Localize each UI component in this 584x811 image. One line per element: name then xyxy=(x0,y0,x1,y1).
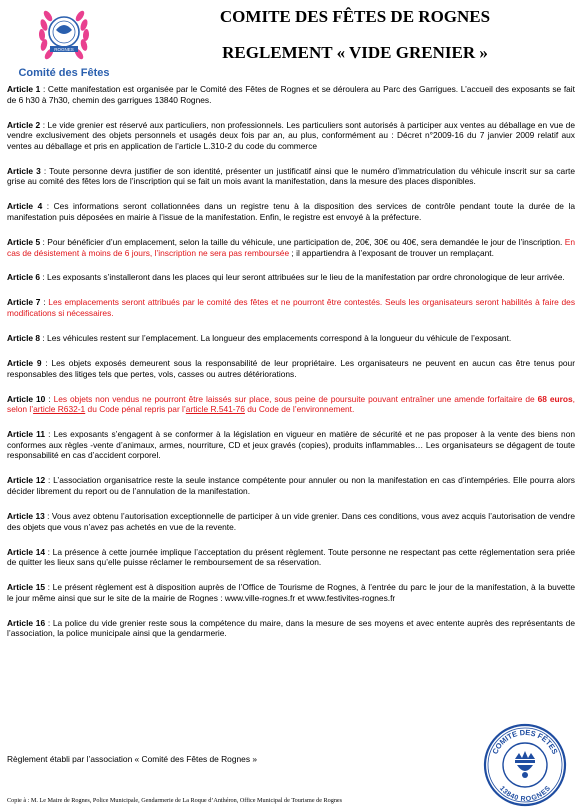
article-8: Article 8 : Les véhicules restent sur l’emplacement. La longueur des emplacements correspond à la longueur du véhicule de l’exposant. xyxy=(7,333,512,344)
article-text: Le vide grenier est réservé aux particuliers, non professionnels. Les particuliers sont autorisés à participer aux ventes au déballage en vue de vendre exclusivement des objets personnels et usagés deux fois par an, au plus, conformément au : Décret n°2009-16 du 7 janvier 2009 relatif aux ventes au déballage et pris en application de l’article L.310-2 du code du commerce xyxy=(7,119,575,151)
article-label: Article 14 xyxy=(7,546,46,557)
article-red-text: Les emplacements seront attribués par le comité des fêtes et ne pourront être contestés. Seuls les organisateurs seront habilités à faire des modifications si nécessaires. xyxy=(7,297,576,319)
article-label: Article 4 xyxy=(7,201,43,212)
article-text: Cette manifestation est organisée par le Comité des Fêtes de Rognes et se déroulera au Parc des Garrigues. L’accueil des exposants se fait de 6 h30 à 7h30, chemin des garrigues 13840 Rognes. xyxy=(7,84,575,105)
article-text: Le présent règlement est à disposition auprès de l’Office de Tourisme de Rognes, à l’entrée du parc le jour de la manifestation, à la buvette le jour même ainsi que sur le site de la mairie de Rognes : www.ville-rognes.fr et www.festivites-rognes.fr xyxy=(7,582,575,603)
article-9: Article 9 : Les objets exposés demeurent sous la responsabilité de leur propriétaire. Les organisateurs ne peuvent en aucun cas être tenus pour responsables des litiges tels que pertes, vols, casses ou autres détériorations. xyxy=(7,358,575,379)
fine-amount: 68 euros xyxy=(537,393,573,404)
article-4: Article 4 : Ces informations seront collationnées dans un registre tenu à la disposition des services de contrôle pendant toute la durée de la manifestation puis déposées en mairie à l’issue de la manifestation. Enfin, le registre est envoyé à la préfecture. xyxy=(7,201,575,222)
article-text: La police du vide grenier reste sous la compétence du maire, dans la mesure de ses moyens et avec entente auprès des représentants de l’association, la police municipale ainsi que la gendarmerie. xyxy=(7,617,575,639)
article-2: Article 2 : Le vide grenier est réservé aux particuliers, non professionnels. Les particuliers sont autorisés à participer aux ventes au déballage en vue de vendre exclusivement des objets personnels et usagés deux fois par an, au plus, conformément au : Décret n°2009-16 du 7 janvier 2009 relatif aux ventes au déballage et pris en application de l’article L.310-2 du code du commerce xyxy=(7,119,575,151)
article-label: Article 8 xyxy=(7,333,41,344)
articles-list xyxy=(7,84,575,653)
article-label: Article 2 xyxy=(7,119,41,130)
article-12: Article 12 : L’association organisatrice reste la seule instance compétente pour annuler ou non la manifestation en cas d’intempéries. Elle pourra alors décider librement du report ou de l’annulation de la manifestation. xyxy=(7,475,575,496)
article-label: Article 12 xyxy=(7,475,46,486)
document-subtitle: REGLEMENT « VIDE GRENIER » xyxy=(222,43,488,62)
article-label: Article 6 xyxy=(7,272,41,283)
article-text: Les exposants s’engagent à se conformer à la législation en vigueur en matière de sécurité et ne pas proposer à la vente des biens non conformes aux règles -vente d’animaux, armes, nourriture, CD et jeux gravés (copies), produits inflammables… Les organisateurs se dégagent de toute responsabilité en cas d’accident corporel. xyxy=(7,429,576,461)
established-by-text: Règlement établi par l’association « Comité des Fêtes de Rognes » xyxy=(7,754,257,764)
article-text: Les véhicules restent sur l’emplacement. La longueur des emplacements correspond à la longueur du véhicule de l’exposant. xyxy=(47,333,512,344)
copy-to-text: Copie à : M. Le Maire de Rognes, Police Municipale, Gendarmerie de La Roque d’Anthéron, Office Municipal de Tourisme de Rognes xyxy=(7,797,343,804)
article-text: Toute personne devra justifier de son identité, présenter un justificatif ainsi que le numéro d’immatriculation du véhicule inscrit sur sa carte grise au comité des fêtes lors de l’inscription qui se fait un mois avant la manifestation, dans la mesure des places disponibles. xyxy=(7,165,575,187)
article-15: Article 15 : Le présent règlement est à disposition auprès de l’Office de Tourisme de Rognes, à l’entrée du parc le jour de la manifestation, à la buvette le jour même ainsi que sur le site de la mairie de Rognes : www.ville-rognes.fr et www.festivites-rognes.fr xyxy=(7,582,575,603)
article-text: Vous avez obtenu l’autorisation exceptionnelle de participer à un vide grenier. Dans ces conditions, vous avez acquis l’autorisation de vendre des objets que vous n’avez pas achetés en vue de la revente. xyxy=(7,510,575,532)
logo-text: Comité des Fêtes xyxy=(18,67,110,79)
article-10: Article 10 : Les objets non vendus ne pourront être laissés sur place, sous peine de poursuite pouvant entraîner une amende forfaitaire de 68 euros, selon l’article R632-1 du Code pénal repris par l’article R.541-76 du Code de l’environnement. xyxy=(7,393,575,415)
article-label: Article 16 xyxy=(7,617,46,628)
article-red-text: En cas de désistement à moins de 6 jours, l’inscription ne sera pas remboursée xyxy=(7,236,575,258)
article-3: Article 3 : Toute personne devra justifier de son identité, présenter un justificatif ainsi que le numéro d’immatriculation du véhicule inscrit sur sa carte grise au comité des fêtes lors de l’inscription qui se fait un mois avant la manifestation, dans la mesure des places disponibles. xyxy=(7,165,575,187)
article-r541-76-link[interactable]: article R.541-76 xyxy=(185,404,245,415)
article-text: L’association organisatrice reste la seule instance compétente pour annuler ou non la manifestation en cas d’intempéries. Elle pourra alors décider librement du report ou de l’annulation de la manifestation. xyxy=(7,475,575,496)
article-label: Article 13 xyxy=(7,510,45,521)
article-label: Article 10 xyxy=(7,393,46,404)
article-16: Article 16 : La police du vide grenier reste sous la compétence du maire, dans la mesure de ses moyens et avec entente auprès des représentants de l’association, la police municipale ainsi que la gendarmerie. xyxy=(7,617,575,639)
stamp-bottom-text: 13840 ROGNES xyxy=(498,785,552,804)
article-7: Article 7 : Les emplacements seront attribués par le comité des fêtes et ne pourront être contestés. Seuls les organisateurs seront habilités à faire des modifications si nécessaires. xyxy=(7,297,576,319)
article-5: Article 5 : Pour bénéficier d’un emplacement, selon la taille du véhicule, une participation de, 20€, 30€ ou 40€, sera demandée le jour de l’inscription. En cas de désistement à moins de 6 jours, l’inscription ne sera pas remboursée ; il appartiendra à l’exposant de trouver un remplaçant. xyxy=(7,236,575,258)
comite-logo xyxy=(4,4,124,82)
article-text: Les exposants s’installeront dans les places qui leur seront attribuées sur le lieu de la manifestation par ordre chronologique de leur arrivée. xyxy=(47,272,565,283)
article-text-after: ; il appartiendra à l’exposant de trouver un remplaçant. xyxy=(289,247,494,258)
article-label: Article 5 xyxy=(7,236,41,247)
logo-small-text: ROGNES xyxy=(54,47,74,52)
article-label: Article 11 xyxy=(7,429,46,440)
article-label: Article 1 xyxy=(7,84,41,94)
association-stamp xyxy=(483,723,567,807)
article-text: La présence à cette journée implique l’acceptation du présent règlement. Toute personne ne respectant pas cette réglementation sera priée de quitter les lieux sans qu’elle puisse réclamer le remboursement de sa réservation. xyxy=(7,546,575,568)
article-14: Article 14 : La présence à cette journée implique l’acceptation du présent règlement. Toute personne ne respectant pas cette réglementation sera priée de quitter les lieux sans qu’elle puisse réclamer le remboursement de sa réservation. xyxy=(7,546,575,568)
article-6: Article 6 : Les exposants s’installeront dans les places qui leur seront attribuées sur le lieu de la manifestation par ordre chronologique de leur arrivée. xyxy=(7,272,565,283)
article-label: Article 15 xyxy=(7,582,46,593)
article-r632-1-link[interactable]: article R632-1 xyxy=(33,404,86,415)
article-label: Article 7 xyxy=(7,297,41,308)
article-text: Pour bénéficier d’un emplacement, selon la taille du véhicule, une participation de, 20€, 30€ ou 40€, sera demandée le jour de l’inscription. xyxy=(47,236,565,247)
article-text: Ces informations seront collationnées dans un registre tenu à la disposition des services de contrôle pendant toute la durée de la manifestation puis déposées en mairie à l’issue de la manifestation. Enfin, le registre est envoyé à la préfecture. xyxy=(7,201,575,222)
article-text: Les objets exposés demeurent sous la responsabilité de leur propriétaire. Les organisateurs ne peuvent en aucun cas être tenus pour responsables des litiges tels que pertes, vols, casses ou autres détériorations. xyxy=(7,358,575,379)
article-1: Article 1 : Cette manifestation est organisée par le Comité des Fêtes de Rognes et se déroulera au Parc des Garrigues. L’accueil des exposants se fait de 6 h30 à 7h30, chemin des garrigues 13840 Rognes. xyxy=(7,84,575,105)
article-label: Article 9 xyxy=(7,358,42,369)
article-11: Article 11 : Les exposants s’engagent à se conformer à la législation en vigueur en matière de sécurité et ne pas proposer à la vente des biens non conformes aux règles -vente d’animaux, armes, nourriture, CD et jeux gravés (copies), produits inflammables… Les organisateurs se dégagent de toute responsabilité en cas d’accident corporel. xyxy=(7,429,576,461)
stamp-top-text: COMITE DES FÊTES xyxy=(490,727,560,756)
article-label: Article 3 xyxy=(7,165,41,176)
document-title: COMITE DES FÊTES DE ROGNES xyxy=(219,7,491,26)
stamp-emblem-icon xyxy=(515,751,535,778)
article-13: Article 13 : Vous avez obtenu l’autorisation exceptionnelle de participer à un vide grenier. Dans ces conditions, vous avez acquis l’autorisation de vendre des objets que vous n’avez pas achetés en vue de la revente. xyxy=(7,510,575,532)
